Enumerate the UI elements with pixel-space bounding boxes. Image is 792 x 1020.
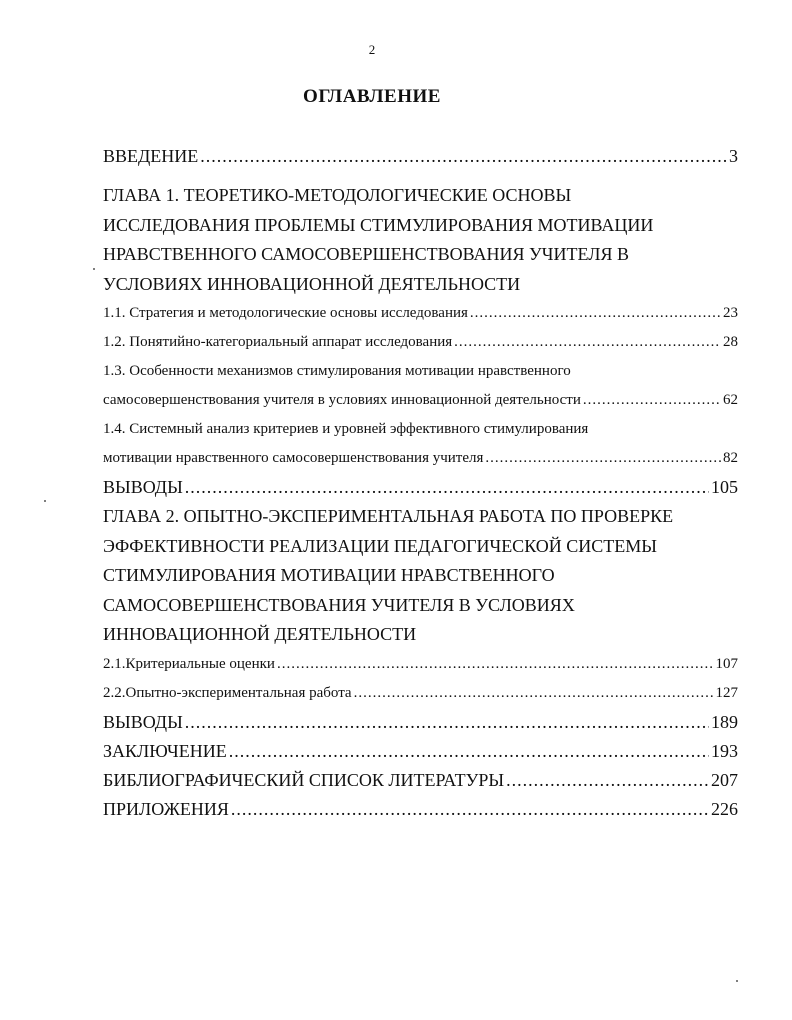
toc-entry-page: 82 bbox=[723, 450, 738, 466]
toc-entry-chapter-1-conclusions[interactable] bbox=[103, 473, 738, 502]
toc-entry-page: 105 bbox=[711, 477, 738, 497]
chapter-heading-line: ГЛАВА 1. ТЕОРЕТИКО-МЕТОДОЛОГИЧЕСКИЕ ОСНОВЫ bbox=[103, 185, 572, 205]
scan-speck bbox=[736, 980, 738, 982]
chapter-1-heading[interactable] bbox=[103, 181, 738, 299]
dot-leader bbox=[229, 737, 709, 766]
toc-entry-label: 2.1.Критериальные оценки bbox=[103, 655, 275, 672]
dot-leader bbox=[470, 299, 721, 328]
toc-entry-chapter-2-conclusions[interactable] bbox=[103, 708, 738, 737]
scan-speck bbox=[44, 500, 46, 502]
toc-entry-1-4[interactable] bbox=[103, 415, 738, 473]
toc-entry-label: 1.2. Понятийно-категориальный аппарат исследования bbox=[103, 334, 453, 350]
toc-entry-page: 28 bbox=[723, 334, 738, 350]
toc-entry-label-line: 1.4. Системный анализ критериев и уровней эффективного стимулирования bbox=[103, 421, 589, 437]
toc-entry-page: 107 bbox=[715, 655, 738, 672]
toc-entry-label: ВЫВОДЫ bbox=[103, 477, 183, 497]
toc-entry-2-2[interactable] bbox=[103, 679, 738, 708]
scan-speck bbox=[93, 268, 95, 270]
toc-entry-1-2[interactable] bbox=[103, 328, 738, 357]
toc-entry-label-line: 1.3. Особенности механизмов стимулирования мотивации нравственного bbox=[103, 363, 571, 379]
toc-entry-label: ПРИЛОЖЕНИЯ bbox=[103, 798, 229, 819]
toc-entry-label: 1.1. Стратегия и методологические основы исследования bbox=[103, 305, 468, 321]
toc-entry-page: 207 bbox=[711, 769, 738, 790]
table-of-contents bbox=[103, 142, 738, 824]
toc-entry-page: 189 bbox=[711, 711, 738, 732]
toc-entry-intro[interactable] bbox=[103, 142, 738, 171]
toc-entry-label: ЗАКЛЮЧЕНИЕ bbox=[103, 740, 227, 761]
dot-leader bbox=[506, 766, 709, 795]
toc-entry-label: ВЫВОДЫ bbox=[103, 711, 183, 732]
chapter-heading-line: УСЛОВИЯХ ИННОВАЦИОННОЙ ДЕЯТЕЛЬНОСТИ bbox=[103, 273, 521, 294]
dot-leader bbox=[200, 142, 727, 171]
chapter-heading-line: ИССЛЕДОВАНИЯ ПРОБЛЕМЫ СТИМУЛИРОВАНИЯ МОТИВАЦИИ bbox=[103, 214, 654, 235]
toc-entry-label: БИБЛИОГРАФИЧЕСКИЙ СПИСОК ЛИТЕРАТУРЫ bbox=[103, 769, 505, 790]
toc-entry-bibliography[interactable] bbox=[103, 766, 738, 795]
toc-entry-label: 2.2.Опытно-экспериментальная работа bbox=[103, 684, 352, 701]
chapter-heading-line: СТИМУЛИРОВАНИЯ МОТИВАЦИИ НРАВСТВЕННОГО bbox=[103, 565, 555, 585]
toc-entry-page: 127 bbox=[715, 684, 738, 701]
dot-leader bbox=[354, 679, 714, 708]
dot-leader bbox=[231, 795, 709, 824]
toc-entry-conclusion[interactable] bbox=[103, 737, 738, 766]
dot-leader bbox=[583, 386, 721, 415]
dot-leader bbox=[185, 708, 709, 737]
toc-entry-label-line: самосовершенствования учителя в условиях инновационной деятельности bbox=[103, 392, 581, 408]
toc-title: ОГЛАВЛЕНИЕ bbox=[303, 86, 441, 107]
dot-leader bbox=[485, 444, 721, 473]
toc-entry-1-3[interactable] bbox=[103, 357, 738, 415]
toc-entry-label-line: мотивации нравственного самосовершенствования учителя bbox=[103, 450, 484, 466]
toc-entry-page: 62 bbox=[723, 392, 738, 408]
chapter-heading-line: ГЛАВА 2. ОПЫТНО-ЭКСПЕРИМЕНТАЛЬНАЯ РАБОТА ПО ПРОВЕРКЕ bbox=[103, 506, 674, 526]
toc-entry-label: ВВЕДЕНИЕ bbox=[103, 146, 199, 166]
toc-entry-page: 23 bbox=[723, 305, 738, 321]
chapter-2-heading[interactable] bbox=[103, 502, 738, 650]
dot-leader bbox=[277, 650, 714, 679]
chapter-heading-line: НРАВСТВЕННОГО САМОСОВЕРШЕНСТВОВАНИЯ УЧИТЕЛЯ В bbox=[103, 244, 629, 264]
page-number: 2 bbox=[368, 42, 376, 57]
dot-leader bbox=[454, 328, 721, 357]
chapter-heading-line: ИННОВАЦИОННОЙ ДЕЯТЕЛЬНОСТИ bbox=[103, 624, 417, 644]
dot-leader bbox=[185, 473, 709, 502]
chapter-heading-line: САМОСОВЕРШЕНСТВОВАНИЯ УЧИТЕЛЯ В УСЛОВИЯХ bbox=[103, 594, 575, 615]
chapter-heading-line: ЭФФЕКТИВНОСТИ РЕАЛИЗАЦИИ ПЕДАГОГИЧЕСКОЙ СИСТЕМЫ bbox=[103, 535, 657, 556]
toc-entry-page: 226 bbox=[711, 798, 738, 819]
toc-entry-1-1[interactable] bbox=[103, 299, 738, 328]
toc-entry-2-1[interactable] bbox=[103, 650, 738, 679]
toc-entry-appendices[interactable] bbox=[103, 795, 738, 824]
toc-entry-page: 193 bbox=[711, 740, 738, 761]
toc-entry-page: 3 bbox=[729, 146, 738, 166]
